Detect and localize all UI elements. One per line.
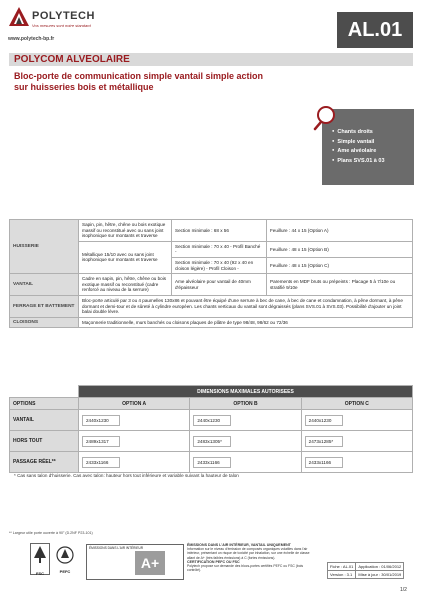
dimension-value: 2489x1317 bbox=[82, 436, 120, 447]
table-row bbox=[10, 452, 413, 473]
table-row bbox=[10, 431, 413, 452]
row-label: PASSAGE RÉEL** bbox=[10, 452, 79, 473]
specification-table bbox=[9, 219, 413, 328]
ferrage-label: FERRAGE ET BATTEMENT bbox=[10, 295, 79, 317]
ferrage-text: Bloc-porte articulé par 3 ou 4 paumelles 130x86 et pouvant être équipé d'une serrure à bec de cane, à bec de cane et condamnation, à pêne dormant, à pêne dormant et demi-tour et de sûreté à cylindre européen. Les chants verticaux du vantail sont dégraissés (plans SVS.01 à SVS.03). Possibilité d'ajouter un joint balai double lèvre. bbox=[79, 295, 413, 317]
version-label: Version : 3.1 bbox=[328, 571, 356, 579]
options-header: OPTIONS bbox=[10, 398, 79, 410]
cert-title: CERTIFICATION PEFC OU FSC bbox=[187, 559, 240, 564]
product-reference-badge: AL.01 bbox=[337, 12, 413, 48]
huisserie-section-a: Section minimale : 68 x 56 bbox=[172, 220, 267, 242]
polytech-logo-icon bbox=[8, 6, 30, 28]
website-link[interactable]: www.polytech-bp.fr bbox=[8, 36, 55, 42]
document-meta-table bbox=[327, 562, 404, 579]
dimensions-note: * Cas sans talon d'huisserie. Cas avec talon: hauteur hors tout inférieure et variable suivant la hauteur de talon bbox=[14, 473, 239, 478]
table-row bbox=[10, 317, 413, 328]
option-c-header: OPTION C bbox=[301, 398, 412, 410]
option-b-header: OPTION B bbox=[190, 398, 301, 410]
update-label: Mise à jour : 30/01/2019 bbox=[356, 571, 404, 579]
product-title: POLYCOM ALVEOLAIRE bbox=[14, 54, 130, 65]
huisserie-label: HUISSERIE bbox=[10, 220, 79, 274]
feature-item: ● Chants droits bbox=[332, 127, 414, 137]
magnifier-icon bbox=[312, 104, 340, 132]
vantail-parements: Parements en MDF bruts ou prépeints : Placage 5 à 7/10e ou stratifié 9/10e bbox=[267, 274, 413, 296]
footnote: ** Largeur utile porte ouverte à 90° (D.2NF P23-101) bbox=[9, 531, 93, 535]
table-row bbox=[10, 386, 413, 398]
brand-tagline: Vos mesures sont notre standard bbox=[32, 23, 91, 28]
page-number: 1/2 bbox=[400, 587, 407, 593]
huisserie-section-b: Section minimale : 70 x 40 - Profil Banché - bbox=[172, 241, 267, 257]
product-subtitle: Bloc-porte de communication simple vantail simple action sur huisseries bois et métallique bbox=[14, 71, 264, 92]
vantail-cadre: Cadre en sapin, pin, hêtre, chêne ou bois exotique massif ou reconstitué (cadre renforcé au niveau de la serrure) bbox=[79, 274, 172, 296]
pefc-label: PEFC bbox=[59, 569, 71, 574]
table-row bbox=[10, 295, 413, 317]
vantail-ame: Ame alvéolaire pour vantail de 40mm d'épaisseur bbox=[172, 274, 267, 296]
row-label: HORS TOUT bbox=[10, 431, 79, 452]
feature-item: ● Simple vantail bbox=[332, 137, 414, 147]
feature-item: ● Ame alvéolaire bbox=[332, 146, 414, 156]
table-row bbox=[328, 563, 404, 571]
table-row bbox=[10, 220, 413, 242]
dimension-value: 2473x1285* bbox=[305, 436, 343, 447]
dimensions-table bbox=[9, 385, 413, 473]
cloisons-label: CLOISONS bbox=[10, 317, 79, 328]
emission-grade: A+ bbox=[135, 551, 165, 575]
huisserie-feuillure-b: Feuillure : 48 x 15 (Option B) bbox=[267, 241, 413, 257]
dimension-value: 2483x1305* bbox=[193, 436, 231, 447]
dimension-value: 2440x1230 bbox=[305, 415, 343, 426]
table-row bbox=[328, 571, 404, 579]
table-row bbox=[10, 274, 413, 296]
row-label: VANTAIL bbox=[10, 410, 79, 431]
huisserie-section-c: Section minimale : 70 x 40 (92 x 40 en cloison légère) - Profil Cloison - bbox=[172, 257, 267, 273]
emission-text: Information sur le niveau d'émission de composés organiques volatiles dans l'air intérieur, présentant un risque de toxicité par inhalation, sur une échelle de classe allant de A+ (très faibles émissions) à C (fortes émissions). bbox=[187, 547, 310, 560]
huisserie-feuillure-c: Feuillure : 48 x 15 (Option C) bbox=[267, 257, 413, 273]
brand-name: POLYTECH bbox=[32, 10, 95, 22]
huisserie-wood-desc: Sapin, pin, hêtre, chêne ou bois exotique massif ou reconstitué avec ou sans joint isophonique sur montants et traverse bbox=[79, 220, 172, 242]
emission-info bbox=[187, 543, 317, 572]
table-row bbox=[10, 410, 413, 431]
emission-title: ÉMISSIONS DANS L'AIR INTÉRIEUR, VANTAIL UNIQUEMENT bbox=[187, 543, 291, 547]
table-row bbox=[10, 398, 413, 410]
fiche-label: Fiche : AL.01 bbox=[328, 563, 356, 571]
fsc-logo bbox=[30, 543, 50, 575]
emission-box-label: ÉMISSIONS DANS L'AIR INTÉRIEUR bbox=[89, 546, 144, 550]
emission-label-box bbox=[86, 544, 184, 580]
pefc-tree-icon bbox=[55, 546, 75, 564]
dimension-value: 2433x1166 bbox=[193, 457, 231, 468]
huisserie-metal-desc: Métallique 15/10 avec ou sans joint isophonique sur montants et traverse bbox=[79, 241, 172, 273]
tree-icon bbox=[31, 544, 49, 566]
vantail-label: VANTAIL bbox=[10, 274, 79, 296]
cloisons-text: Maçonnerie traditionnelle, murs banchés ou cloisons plaques de plâtre de type 98/48, 98/62 ou 72/36 bbox=[79, 317, 413, 328]
option-a-header: OPTION A bbox=[79, 398, 190, 410]
application-label: Application : 01/06/2012 bbox=[356, 563, 404, 571]
dimension-value: 2440x1230 bbox=[193, 415, 231, 426]
pefc-logo bbox=[55, 546, 75, 574]
dimension-value: 2433x1166 bbox=[305, 457, 343, 468]
dimension-value: 2440x1230 bbox=[82, 415, 120, 426]
dimension-value: 2433x1166 bbox=[82, 457, 120, 468]
huisserie-feuillure-a: Feuillure : 44 x 15 (Option A) bbox=[267, 220, 413, 242]
dimensions-title: DIMENSIONS MAXIMALES AUTORISEES bbox=[79, 386, 413, 398]
fsc-label: FSC bbox=[36, 571, 44, 576]
feature-item: ● Plans SVS.01 à 03 bbox=[332, 156, 414, 166]
cert-text: Polytech propose sur demande des blocs-portes certifiés PEFC ou FSC (bois contrôlé). bbox=[187, 564, 304, 573]
